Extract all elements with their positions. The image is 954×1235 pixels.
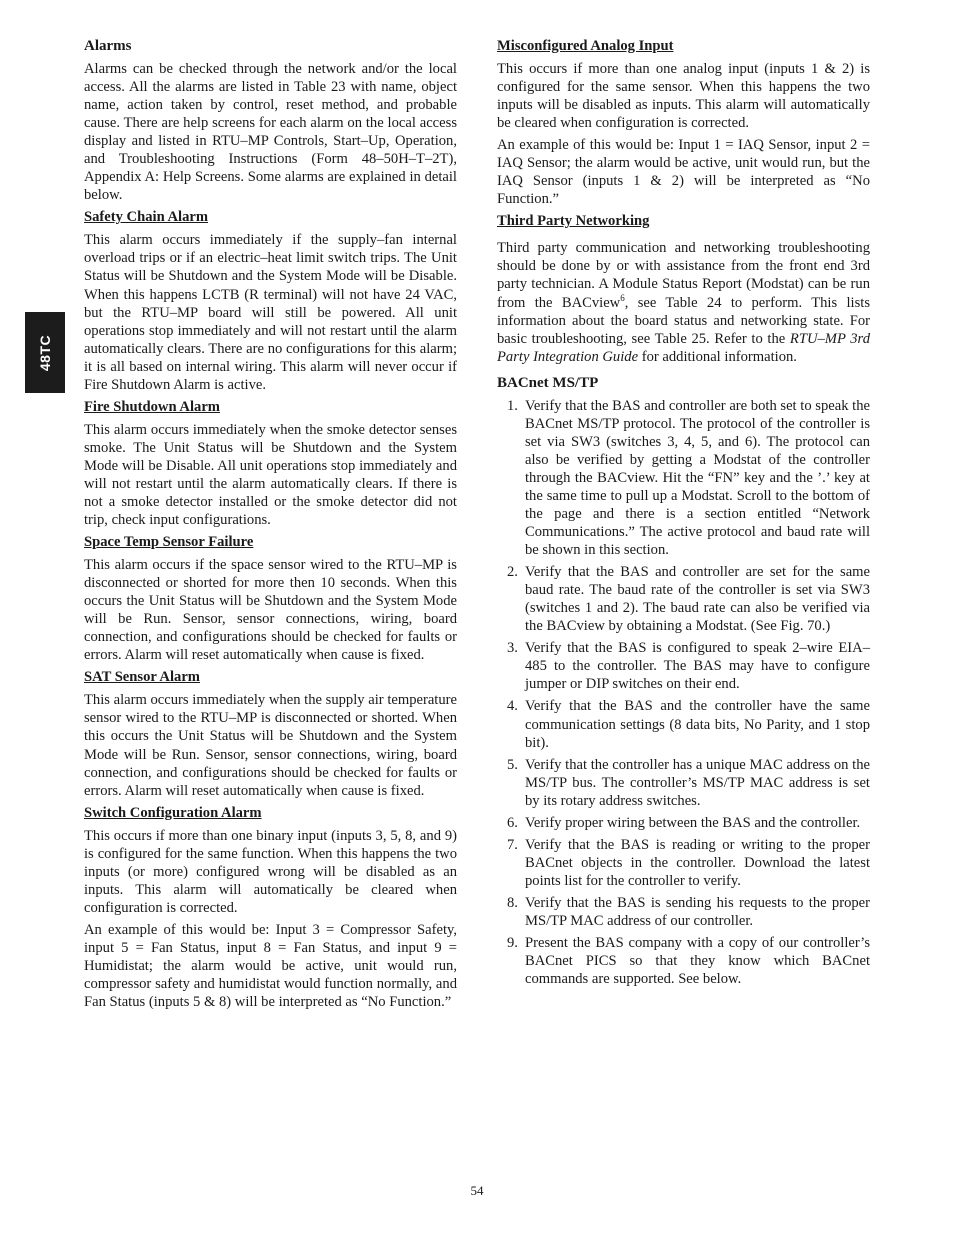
alarms-heading: Alarms (84, 38, 132, 54)
bacnet-heading: BACnet MS/TP (497, 374, 599, 391)
space-temp-paragraph: This alarm occurs if the space sensor wired to the RTU–MP is disconnected or shorted for more then 10 seconds. When this occurs the Unit Status will be Shutdown and the System Mode will be Run. Sensor, sensor connections, wiring, board connection, and configurations should be checked for faults or errors. Alarm will reset automatically when cause is fixed. (84, 557, 457, 664)
list-item-number: 8. (507, 894, 518, 911)
list-item-number: 7. (507, 836, 518, 853)
list-item-text: Verify that the BAS is configured to speak 2–wire EIA–485 to the controller. The BAS may have to configure jumper or DIP switches on their end. (525, 640, 870, 693)
side-tab-label: 48TC (36, 334, 53, 371)
third-party-heading: Third Party Networking (497, 213, 650, 230)
list-item-text: Verify that the BAS and the controller have the same communication settings (8 data bits, No Parity, and 1 stop bit). (525, 698, 870, 751)
list-item-number: 2. (507, 564, 518, 581)
safety-chain-paragraph: This alarm occurs immediately if the supply–fan internal overload trips or if an electric–heat limit switch trips. The Unit Status will be Shutdown and the System Mode will be Disable. When this happens LCTB (R terminal) will not have 24 VAC, but the RTU–MP board will still be powered. All unit operations stop immediately and will not restart until the alarm automatically clears. There are no configurations for this alarm; it is all based on internal wiring. This alarm will never occur if Fire Shutdown Alarm is active. (84, 232, 457, 393)
side-tab (25, 312, 65, 393)
integration-guide-title: RTU–MP 3rd Party Integration Guide (497, 330, 870, 365)
sat-sensor-heading: SAT Sensor Alarm (84, 669, 200, 686)
left-column (84, 37, 457, 1015)
list-item-number: 4. (507, 698, 518, 715)
third-party-paragraph (497, 239, 870, 365)
list-item (497, 836, 870, 890)
alarms-paragraph: Alarms can be checked through the network and/or the local access. All the alarms are listed in Table 23 with name, object name, action taken by control, reset method, and probable cause. There are help screens for each alarm on the local access display and listed in RTU–MP Controls, Start–Up, Operation, and Troubleshooting Instructions (Form 48–50H–T–2T), Appendix A: Help Screens. Some alarms are explained in detail below. (84, 61, 457, 204)
list-item-number: 9. (507, 935, 518, 952)
list-item (497, 563, 870, 635)
list-item-number: 3. (507, 640, 518, 657)
analog-input-paragraph: This occurs if more than one analog input (inputs 1 & 2) is configured for the same sensor. When this happens the two inputs will be disabled as inputs. This alarm will automatically be cleared when configuration is corrected. (497, 61, 870, 132)
list-item-text: Verify that the controller has a unique MAC address on the MS/TP bus. The controller’s MS/TP MAC address is set by its rotary address switches. (525, 756, 870, 809)
switch-config-heading: Switch Configuration Alarm (84, 804, 262, 821)
list-item (497, 639, 870, 693)
list-item (497, 894, 870, 930)
analog-input-example: An example of this would be: Input 1 = IAQ Sensor, input 2 = IAQ Sensor; the alarm would be active, unit would run, but the IAQ Sensor (inputs 1 & 2) will be interpreted as “No Function.” (497, 137, 870, 208)
footnote-marker: 6 (620, 292, 625, 303)
third-party-text-c: for additional information. (638, 348, 797, 365)
safety-chain-heading: Safety Chain Alarm (84, 209, 209, 226)
list-item-text: Verify that the BAS and controller are both set to speak the BACnet MS/TP protocol. The protocol of the controller is set via SW3 (switches 3, 4, 5, and 6). The protocol can also be verified by getting a Modstat of the controller through the BACview. Hit the “FN” key and the ’.’ key at the same time to pull up a Modstat. Scroll to the bottom of the page and there is a section entitled “Network Communications.” The active protocol and baud rate will be shown in this section. (525, 397, 870, 559)
fire-shutdown-heading: Fire Shutdown Alarm (84, 398, 220, 415)
space-temp-heading: Space Temp Sensor Failure (84, 534, 254, 551)
list-item-number: 6. (507, 814, 518, 831)
fire-shutdown-paragraph: This alarm occurs immediately when the smoke detector senses smoke. The Unit Status will be Shutdown and the System Mode will be Disable. All unit operations stop immediately and will not restart until the alarm automatically clears. If there is not a smoke detector installed or the smoke detector did not trip, check input configurations. (84, 421, 457, 529)
switch-config-example: An example of this would be: Input 3 = Compressor Safety, input 5 = Fan Status, input 8 = Fan Status, and input 9 = Humidistat; the alarm would be active, unit would run, compressor safety and humidistat would function normally, and Fan Status (inputs 5 & 8) will be interpreted as “No Function.” (84, 921, 457, 1011)
third-party-text-a: Third party communication and networking troubleshooting should be done by or with assistance from the front end 3rd party technician. A Module Status Report (Modstat) can be run from the BACview (497, 240, 870, 311)
list-item (497, 934, 870, 988)
page-number: 54 (470, 1183, 484, 1198)
list-item-text: Present the BAS company with a copy of our controller’s BACnet PICS so that they know which BACnet commands are supported. See below. (525, 935, 870, 988)
list-item (497, 397, 870, 559)
sat-sensor-paragraph: This alarm occurs immediately when the supply air temperature sensor wired to the RTU–MP is disconnected or shorted. When this occurs the Unit Status will be Shutdown and the System Mode will be Run. Sensor, sensor connections, wiring, board connection, and configurations should be checked for faults or errors. Alarm will reset automatically when cause is fixed. (84, 692, 457, 799)
list-item (497, 756, 870, 810)
switch-config-paragraph: This occurs if more than one binary input (inputs 3, 5, 8, and 9) is configured for the same function. When this happens the two inputs (or more) configured wrong will be disabled as an inputs. This alarm will automatically be cleared when configuration is corrected. (84, 827, 457, 916)
list-item-number: 5. (507, 756, 518, 773)
analog-input-heading: Misconfigured Analog Input (497, 38, 674, 54)
list-item (497, 814, 870, 832)
right-column (497, 37, 870, 992)
bacnet-steps-list (497, 397, 870, 988)
list-item-text: Verify that the BAS is reading or writing to the proper BACnet objects in the controller. Download the latest points list for the controller to verify. (525, 836, 870, 889)
list-item-text: Verify proper wiring between the BAS and the controller. (525, 814, 861, 831)
list-item-number: 1. (507, 397, 518, 414)
third-party-text-b: , see Table 24 to perform. This lists information about the board status and networking state. For basic troubleshooting, see Table 25. Refer to the (497, 294, 870, 347)
list-item (497, 697, 870, 751)
list-item-text: Verify that the BAS is sending his requests to the proper MS/TP MAC address of our controller. (525, 894, 870, 929)
list-item-text: Verify that the BAS and controller are set for the same baud rate. The baud rate of the controller is set via SW3 (switches 1 and 2). The baud rate can also be verified via the BACview by obtaining a Modstat. (See Fig. 70.) (525, 564, 870, 635)
